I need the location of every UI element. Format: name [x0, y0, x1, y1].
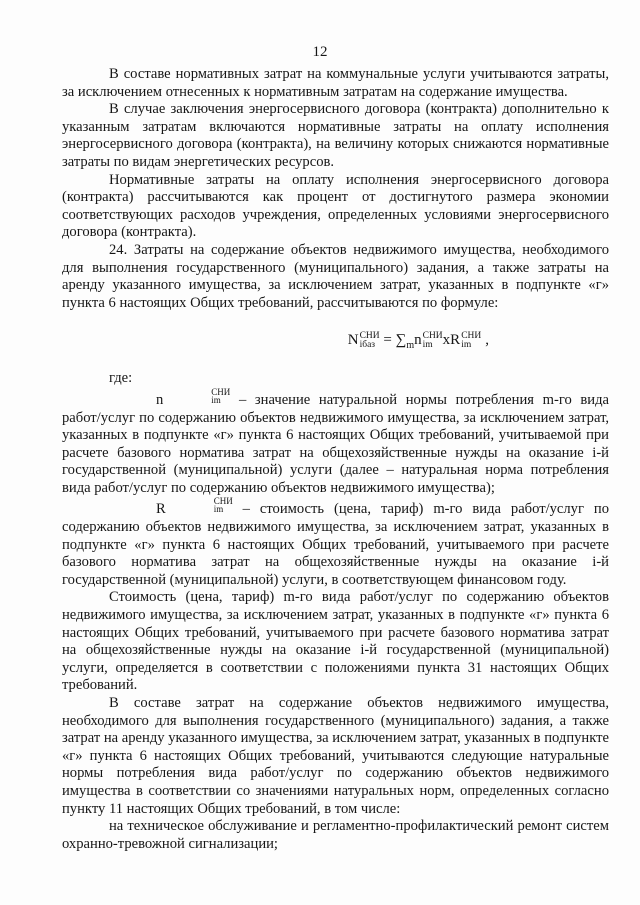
formula-trailing-comma: , — [485, 332, 489, 349]
definition-n-symbol: n СНИ im — [156, 386, 231, 408]
paragraph-item-24: 24. Затраты на содержание объектов недвижимого имущества, необходимого для выполнения государственного (муниципального) задания, а также затраты на аренду указанного имущества, за исключением затрат, указанных в подпункте «г» пункта 6 настоящих Общих требований, рассчитываются по формуле: — [62, 241, 609, 311]
paragraph-cost-determination: Стоимость (цена, тариф) m-го вида работ/услуг по содержанию объектов недвижимого имущества, за исключением затрат, указанных в подпункте «г» пункта 6 настоящих Общих требований, учитываемого при расчете базового норматива затрат на общехозяйственные нужды на оказание i-й государственной (муниципальной) услуги, определяется в соответствии с положениями пункта 31 настоящих Общих требований. — [62, 589, 609, 694]
page-number: 12 — [312, 44, 328, 60]
paragraph-energy-contract: В случае заключения энергосервисного договора (контракта) дополнительно к указанным затратам включаются нормативные затраты на оплату исполнения энергосервисного договора (контракта), на величину которых снижаются нормативные затраты по видам энергетических ресурсов. — [62, 101, 609, 170]
formula-sum-index: m — [406, 340, 415, 352]
formula-n-term: n СНИ im — [414, 330, 443, 350]
formula — [62, 328, 609, 352]
document-body — [62, 66, 609, 853]
formula-equals: = — [379, 332, 396, 349]
formula-sum-symbol: ∑ — [395, 332, 407, 349]
formula-times: x — [442, 332, 451, 349]
paragraph-energy-contract-cost: Нормативные затраты на оплату исполнения энергосервисного договора (контракта) рассчитываются как процент от достигнутого размера экономии соответствующих расходов учреждения, определенных условиями энергосервисного договора (контракта). — [62, 171, 609, 241]
definition-r-symbol: R СНИ im — [156, 496, 233, 518]
where-label: где: — [109, 370, 133, 387]
formula-r-term: R СНИ im — [450, 330, 482, 350]
paragraph-utilities: В составе нормативных затрат на коммунальные услуги учитываются затраты, за исключением отнесенных к нормативным затратам на содержание имущества. — [62, 66, 609, 100]
paragraph-security-alarm: на техническое обслуживание и регламентно-профилактический ремонт систем охранно-тревожной сигнализации; — [62, 818, 609, 852]
formula-lhs: N СНИ iбаз — [347, 330, 380, 350]
definition-r-text: – стоимость (цена, тариф) m-го вида работ/услуг по содержанию объектов недвижимого имущества, за исключением затрат, указанных в подпункте «г» пункта 6 настоящих Общих требований, учитываемого при расчете базового норматива затрат на общехозяйственные нужды на оказание i-й государственной (муниципальной) услуги, в соответствующем финансовом году. — [62, 501, 609, 588]
paragraph-natural-norms: В составе затрат на содержание объектов недвижимого имущества, необходимого для выполнения государственного (муниципального) задания, а также затрат на аренду указанного имущества, за исключением затрат, указанных в подпункте «г» пункта 6 настоящих Общих требований, учитываются следующие натуральные нормы потребления вида работ/услуг по содержанию объектов недвижимого имущества в соответствии со значениями натуральных норм, определенных согласно пункту 11 настоящих Общих требований, в том числе: — [62, 695, 609, 817]
definition-r — [62, 497, 609, 589]
definition-n-text: – значение натуральной нормы потребления m-го вида работ/услуг по содержанию объектов недвижимого имущества, за исключением затрат, указанных в подпункте «г» пункта 6 настоящих Общих требований, учитываемой при расчете базового норматива затрат на общехозяйственные нужды на оказание i-й государственной (муниципальной) услуги (далее – натуральная норма потребления вида работ/услуг по содержанию объектов недвижимого имущества); — [62, 391, 609, 496]
definition-n — [62, 388, 609, 498]
